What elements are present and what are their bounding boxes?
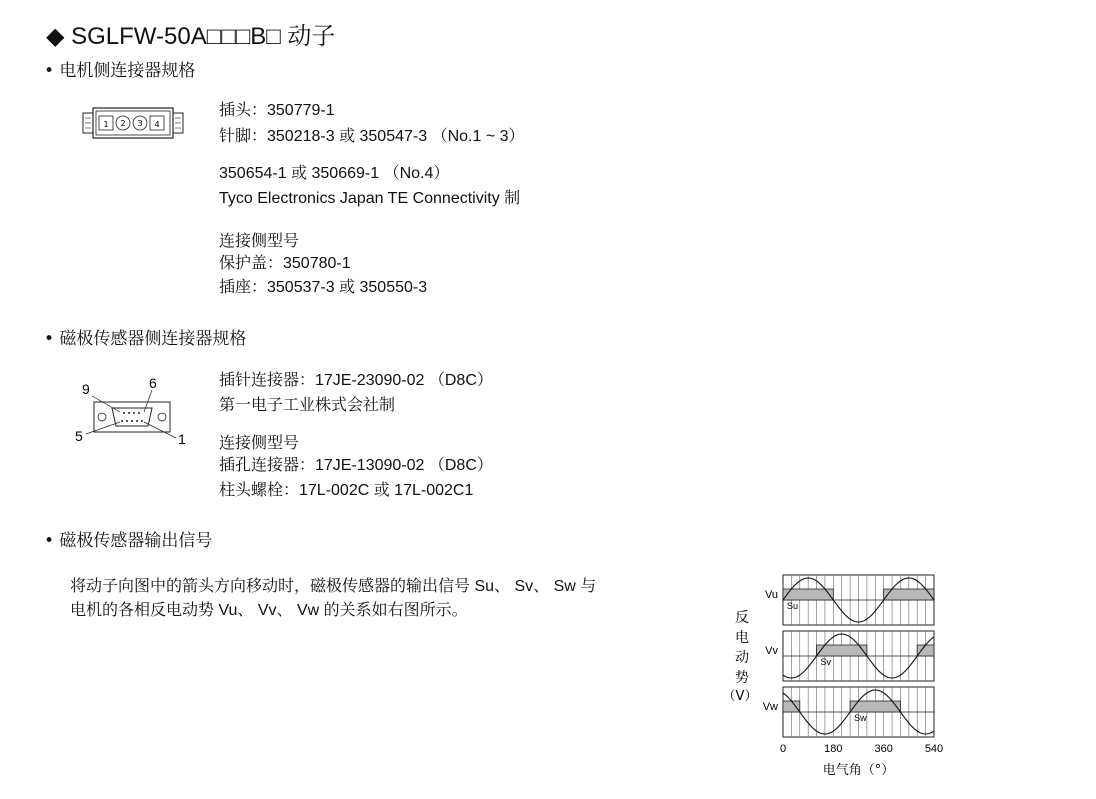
sensor-pin-label-5: 5 [75, 428, 83, 444]
motor-maker-line: Tyco Electronics Japan TE Connectivity 制 [219, 190, 521, 207]
page-title: ◆ SGLFW-50A□□□B□ 动子 [46, 23, 336, 50]
motor-pin-4 [150, 116, 164, 130]
section-heading-output-signal: • 磁极传感器输出信号 [44, 531, 213, 551]
motor-pin-line: 针脚：350218-3 或 350547-3 （No.1 ~ 3） [219, 128, 525, 145]
y-axis-unit: （V） [722, 689, 758, 704]
motor-connector-drawing [82, 106, 184, 140]
waveform-chart [720, 566, 960, 786]
motor-cover-line: 保护盖：350780-1 [219, 255, 351, 272]
series-label-vv: Vv [765, 645, 778, 657]
series-label-vw: Vw [762, 701, 778, 713]
y-axis-label-char: 势 [735, 670, 749, 686]
sensor-pin-label-6: 6 [149, 375, 157, 391]
sensor-label-sv: Sv [820, 657, 832, 667]
motor-pin4-line: 350654-1 或 350669-1 （No.4） [219, 165, 450, 182]
sensor-mating-heading: 连接侧型号 [219, 435, 300, 452]
y-axis-label-char: 电 [735, 630, 749, 646]
motor-mating-heading: 连接侧型号 [219, 233, 300, 250]
motor-plug-line: 插头：350779-1 [219, 102, 335, 119]
sensor-screw-line: 柱头螺栓：17L-002C 或 17L-002C1 [219, 482, 474, 499]
motor-pin-2 [116, 116, 130, 130]
sensor-maker-line: 第一电子工业株式会社制 [219, 397, 396, 414]
sensor-band-sw [783, 701, 800, 712]
sensor-pin-label-1: 1 [178, 431, 186, 447]
x-tick-label: 360 [874, 743, 893, 755]
section-heading-motor-connector: • 电机侧连接器规格 [44, 61, 196, 81]
sensor-label-su: Su [787, 601, 799, 611]
motor-pin-3 [133, 116, 147, 130]
output-signal-paragraph-line1: 将动子向图中的箭头方向移动时，磁极传感器的输出信号 Su、 Sv、 Sw 与 [70, 578, 597, 595]
series-label-vu: Vu [764, 589, 778, 601]
sensor-label-sw: Sw [854, 713, 867, 723]
sensor-socket-line: 插孔连接器：17JE-13090-02 （D8C） [219, 457, 493, 474]
sensor-pin-label-9: 9 [82, 381, 90, 397]
motor-pin-1 [99, 116, 113, 130]
y-axis-label-char: 动 [735, 650, 749, 666]
section-heading-sensor-connector: • 磁极传感器侧连接器规格 [44, 329, 247, 349]
sensor-plug-line: 插针连接器：17JE-23090-02 （D8C） [219, 372, 493, 389]
output-signal-paragraph-line2: 电机的各相反电动势 Vu、 Vv、 Vw 的关系如右图所示。 [70, 602, 468, 619]
motor-socket-line: 插座：350537-3 或 350550-3 [219, 279, 428, 296]
svg-text:4: 4 [154, 120, 160, 129]
sensor-band-sv [917, 645, 934, 656]
svg-text:3: 3 [137, 119, 143, 128]
x-tick-label: 180 [824, 743, 843, 755]
x-axis-label: 电气角（°） [822, 763, 895, 778]
svg-text:2: 2 [120, 119, 126, 128]
x-tick-label: 0 [779, 743, 787, 755]
y-axis-label-char: 反 [735, 610, 749, 626]
x-tick-label: 540 [924, 743, 944, 755]
sensor-connector-drawing [72, 372, 192, 448]
svg-text:1: 1 [103, 120, 109, 129]
